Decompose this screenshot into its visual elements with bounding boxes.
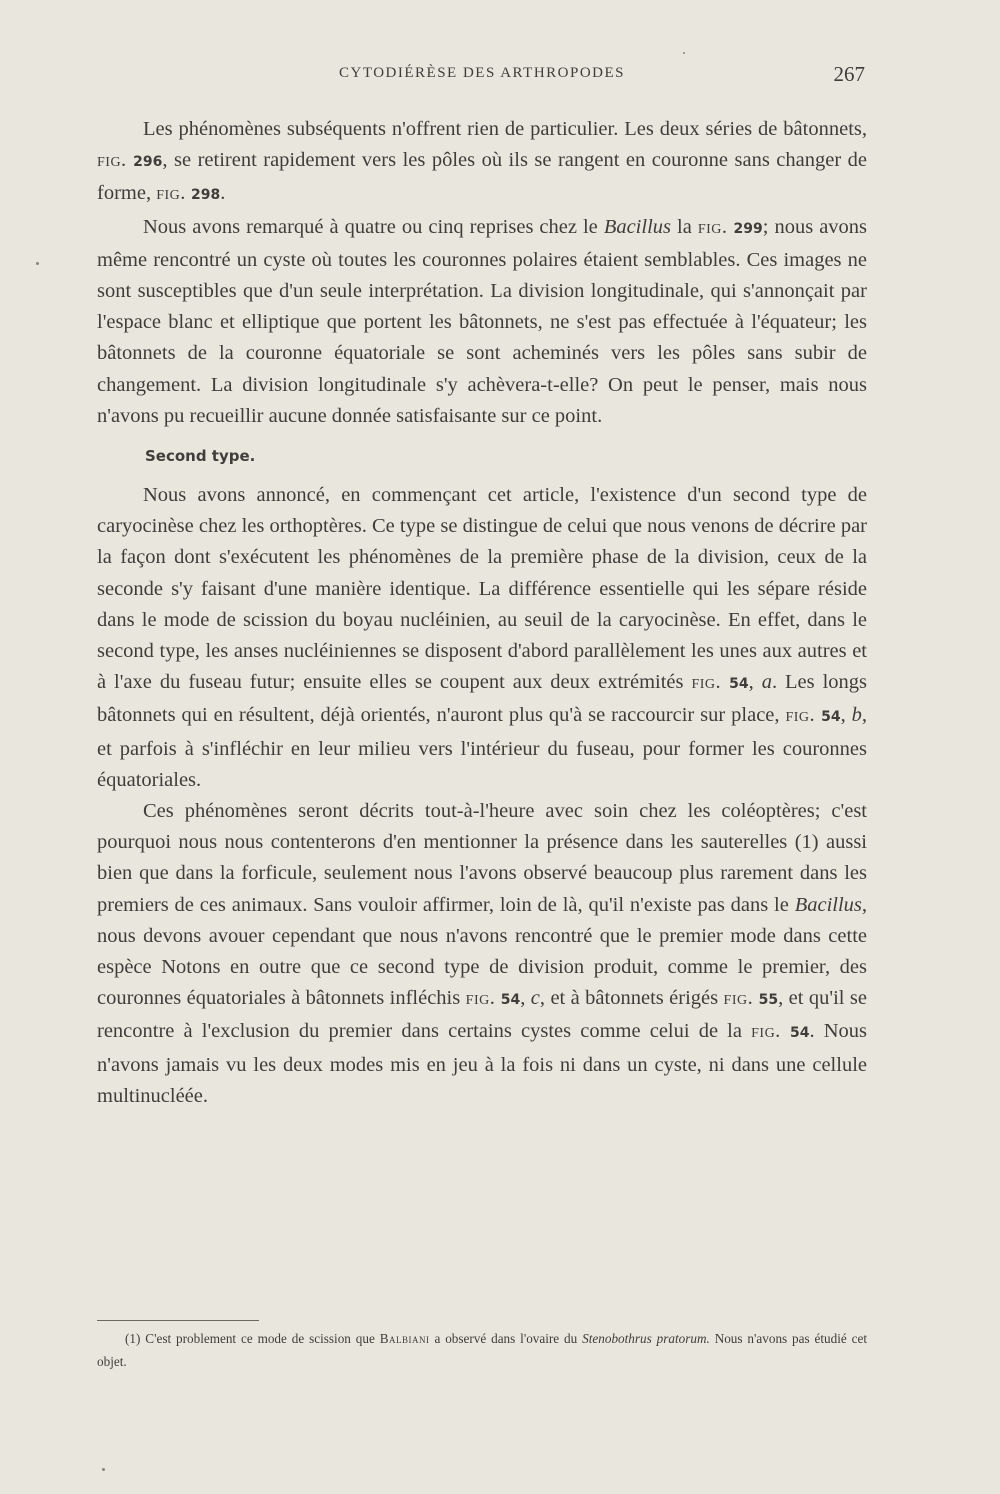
fig-label: fig. bbox=[785, 704, 816, 727]
text-run: aussi bien que dans la forficule, seulement nous l'avons observé beaucoup plus rarement dans les premiers de ces animaux. Sans vouloir affirmer, loin de là, qu'il n'existe pas dans le bbox=[97, 831, 867, 916]
paragraph-2 bbox=[97, 212, 867, 432]
running-title: CYTODIÉRÈSE DES ARTHROPODES bbox=[338, 65, 625, 81]
text-run: la bbox=[677, 215, 692, 238]
text-run: . Les longs bâtonnets qui en résultent, déjà orientés, n'auront plus qu'à se raccourcir sur place, bbox=[97, 671, 868, 727]
text-run: Nous avons remarqué à quatre ou cinq reprises chez le bbox=[143, 215, 598, 238]
paper-speck bbox=[36, 262, 39, 265]
paragraph-3: Nous avons annoncé, en commençant cet article, l'existence d'un second type de caryocinèse chez les orthoptères. Ce type se distingue de celui que nous venons de décrire par la façon dont s'exécutent les phénomènes de la première phase de la division, ceux de la seconde s'y faisant d'une manière identique. La différence essentielle qui les sépare réside dans le mode de scission du boyau nucléinien, au seuil de la caryocinèse. En effet, dans le second type, les anses nucléiniennes se disposent d'abord parallèlement les unes aux autres et à l'axe du fuseau futur; ensuite elles se coupent aux deux extrémités fig. 54, a. Les longs bâtonnets qui en résultent, déjà orientés, n'auront plus qu'à se raccourcir sur place, fig. 54, b, et parfois à s'infléchir en leur milieu vers l'intérieur du fuseau, pour former les couronnes équatoriales. bbox=[97, 484, 868, 791]
text-run: , et à bâtonnets érigés bbox=[539, 987, 719, 1010]
figure-ref: 54 bbox=[729, 676, 749, 693]
text-run: C'est problement ce mode de scission que bbox=[145, 1331, 375, 1346]
text-run: Nous avons annoncé, en commençant cet article, l'existence d'un second type de caryocinèse chez les orthoptères. Ce type se distingue de celui que nous venons de décrire par la façon dont s'exécutent les phénomènes de la première phase de la division, ceux de la seconde s'y faisant d'une manière identique. La différence essentielle qui les sépare réside dans le mode de scission du boyau nucléinien, au seuil de la caryocinèse. En effet, dans le second type, les anses nucléiniennes se disposent d'abord parallèlement les unes aux autres et à l'axe du fuseau futur; ensuite elles se coupent aux deux extrémités bbox=[97, 484, 867, 694]
figure-letter: b bbox=[851, 704, 862, 727]
species-name: Stenobothrus pratorum. bbox=[582, 1331, 710, 1346]
genus-name: Bacillus bbox=[794, 893, 862, 916]
paragraph-1 bbox=[97, 114, 867, 212]
paragraph-4: Ces phénomènes seront décrits tout-à-l'heure avec soin chez les coléoptères; c'est pourquoi nous nous contenterons d'en mentionner la présence dans les sauterelles (1) aussi bien que dans la forficule, seulement nous l'avons observé beaucoup plus rarement dans les premiers de ces animaux. Sans vouloir affirmer, loin de là, qu'il n'existe pas dans le Bacillus, nous devons avouer cependant que nous n'avons rencontré que le premier mode dans cette espèce Notons en outre que ce second type de division produit, comme le premier, des couronnes équatoriales à bâtonnets infléchis fig. 54, c, et à bâtonnets érigés fig. 55, et qu'il se rencontre à l'exclusion du premier dans certains cystes comme celui de la fig. 54. Nous n'avons jamais vu les deux modes mis en jeu à la fois ni dans un cyste, ni dans une cellule multinucléée. bbox=[97, 800, 868, 1107]
text-run: Nous n'avons pas étudié cet objet. bbox=[97, 1331, 868, 1369]
figure-letter: a bbox=[761, 671, 772, 694]
figure-ref: 299 bbox=[733, 220, 763, 237]
footnote-divider bbox=[97, 1320, 259, 1321]
fig-label: fig. bbox=[97, 149, 127, 172]
genus-name: Bacillus bbox=[603, 215, 671, 238]
text-run: . bbox=[220, 182, 226, 205]
footnote-ref: (1) bbox=[794, 831, 819, 854]
paper-speck bbox=[683, 52, 685, 54]
text-run: Ces phénomènes seront décrits tout-à-l'heure avec soin chez les coléoptères; c'est pourquoi nous nous contenterons d'en mentionner la présence dans les sauterelles bbox=[97, 800, 867, 854]
body-text bbox=[97, 114, 867, 1112]
paper-speck bbox=[102, 1468, 105, 1471]
page-number: 267 bbox=[833, 62, 865, 86]
fig-label: fig. bbox=[723, 987, 754, 1010]
fig-label: fig. bbox=[156, 182, 186, 205]
fig-label: fig. bbox=[691, 671, 722, 694]
figure-ref: 54 bbox=[821, 709, 841, 726]
figure-ref: 54 bbox=[500, 992, 521, 1009]
figure-ref: 298 bbox=[191, 187, 221, 204]
figure-ref: 296 bbox=[133, 154, 163, 171]
figure-letter: c bbox=[530, 987, 540, 1010]
fig-label: fig. bbox=[697, 215, 728, 238]
page-header bbox=[97, 62, 867, 88]
text-run: Les phénomènes subséquents n'offrent rien de particulier. Les deux séries de bâtonnets, bbox=[143, 118, 867, 140]
text-run: , et parfois à s'infléchir en leur milieu vers l'intérieur du fuseau, pour former les couronnes équatoriales. bbox=[97, 704, 868, 791]
text-run: , se retirent rapidement vers les pôles où ils se rangent en couronne sans changer de forme, bbox=[97, 149, 867, 205]
text-run: , et qu'il se rencontre à l'exclusion du premier dans certains cystes comme celui de la bbox=[97, 987, 867, 1043]
text-run: ; nous avons même rencontré un cyste où toutes les couronnes polaires étaient semblables. Ces images ne sont susceptibles que d'un seule interprétation. La division longitudinale, qui s'annonçait par l'espace blanc et elliptique que portent les bâtonnets, ne s'est pas effectuée à l'équateur; les bâtonnets de la couronne équatoriale se sont acheminés vers les pôles sans subir de changement. La division longitudinale s'y achèvera-t-elle? On peut le penser, mais nous n'avons pu recueillir aucune donnée satisfaisante sur ce point. bbox=[97, 215, 868, 427]
figure-ref: 55 bbox=[758, 992, 779, 1009]
text-run: a observé dans l'ovaire du bbox=[434, 1331, 578, 1346]
footnote-text bbox=[97, 1327, 867, 1373]
section-heading: Second type. bbox=[145, 447, 256, 466]
fig-label: fig. bbox=[751, 1020, 781, 1043]
footnote bbox=[97, 1327, 867, 1373]
fig-label: fig. bbox=[465, 987, 496, 1010]
text-run: , nous devons avouer cependant que nous n'avons rencontré que le premier mode dans cette espèce Notons en outre que ce second type de division produit, comme le premier, des couronnes équatoriales à bâtonnets infléchis bbox=[97, 893, 868, 1010]
author-name: Balbiani bbox=[379, 1331, 430, 1346]
figure-ref: 54 bbox=[789, 1025, 810, 1042]
text-run: . Nous n'avons jamais vu les deux modes mis en jeu à la fois ni dans un cyste, ni dans une cellule multinucléée. bbox=[97, 1020, 867, 1107]
footnote-marker: (1) bbox=[125, 1331, 141, 1346]
